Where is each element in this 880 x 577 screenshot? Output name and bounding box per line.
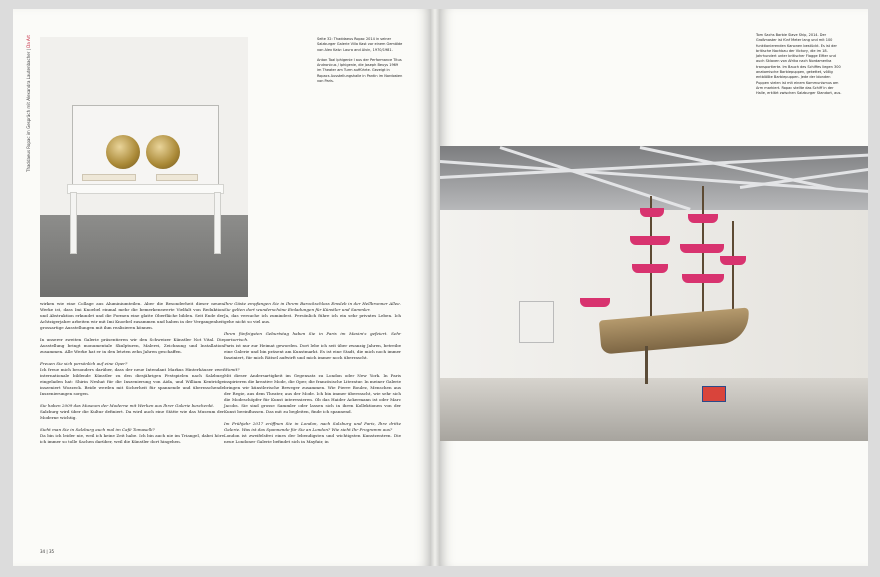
interview-question: Ihre Gäste empfangen Sie in Ihrem Barockschloss Emsleb in der Hellbrunner Allee. Sie gelten dort wunderschöne Einladungen für Künstler und Sammler. (224, 301, 401, 312)
interview-question: Freuen Sie sich persönlich auf eine Oper? (40, 361, 128, 366)
ship-stand (645, 346, 648, 384)
body-paragraph: Salzburg wird über die Kultur definiert. Da wird auch eine Stätte wie das Museum der Moderne wichtig. (40, 409, 224, 420)
pink-sail (640, 208, 664, 217)
paper-sheet (156, 174, 198, 181)
pedestal-leg (70, 192, 77, 254)
interview-question: Im Frühjahr 2017 eröffnen Sie in London, nach Salzburg und Paris, Ihre dritte Galerie. Was ist das Spannende für Sie an London? Wie sieht Ihr Programm aus? (224, 421, 401, 432)
ship-photo (440, 146, 868, 441)
interview-question: Ihren fünfzigsten Geburtstag haben Sie in Paris im Maxim's gefeiert. Sehr pariserisch. (224, 331, 401, 342)
right-caption: Tom Sachs Barbie Slave Ship, 2014. Der Großmaster ist fünf Meter lang und mit 100 funktionierenden Kanonen bestückt. Es ist der britische Nachbau der Victory, die im 18. Jahrhundert unter britischer Flagge Elfter und auch Sklaven von Afrika nach Nordamerika transportierte. Im Bauch des Schiffes liegen 300 anatomische Barbiepuppen, gekettet, völlig entblößte Barbiepuppen. Jede der blonden Puppen vielen ist mit einem Kommunismus am Arm markiert. Ropac stellte das Schiff in der Halle, erklärt zwischen Salzburger Standort, aus. (756, 33, 842, 96)
pink-sail (688, 214, 718, 223)
body-paragraph: Mit dieser Andersartigkeit im Gegensatz zu London oder New York. In Paris inspirieren die kreative Mode, die Oper, die französische Literatur. In meiner Galerie bringen wir künstlerische Beweger zusammen. Wie Pierre Boulez, Menschen aus der Regie, aus dem Theater, aus der Mode. Ich bin immer überrascht, wie sehr sich die Modeschöpfer für Kunst interessieren. Ob das Haider Ackermann ist oder Marc Jacobs. Sie sind grosse Sammler oder lassen sich in ihren Kollektionen von der Kunst beeinflussen. Das mit zu begleiten, finde ich spannend. (224, 373, 401, 414)
body-column-1 (40, 301, 224, 451)
body-paragraph: In unserer zweiten Galerie präsentieren wir den Schweizer Künstler Not Vital. Die Ausstellung bringt monumentale Skulpturen, Malerei, Zeichnung und Installation zusammen. Alle Werke hat er in den letzten zehn Jahren geschaffen. (40, 337, 224, 354)
running-head: Thaddaeus Ropac im Gespräch mit Alexandra Lautenbacher | Da Art (26, 35, 31, 172)
page-number: 34 | 35 (40, 549, 55, 554)
interview-question: Sie haben 2009 das Museum der Moderne mit Werken aus Ihrer Galerie beschenkt. (40, 403, 215, 408)
pink-sail (720, 256, 746, 265)
gallery-floor (440, 378, 868, 441)
pink-sail (680, 244, 724, 253)
pink-sail (580, 298, 610, 307)
interview-question: Womit? (224, 367, 240, 372)
paper-sheet (82, 174, 136, 181)
pink-sail (630, 236, 670, 245)
wall-artwork (519, 301, 554, 343)
cymbal-left (106, 135, 140, 169)
body-paragraph: wirken wie eine Collage aus Aluminiumteilen. Aber die Besonderheit dieser neuen Werke ist, dass Imi Knoebel einmal mehr die bemerkenswerte Vielfalt von Reduktion und Abstraktion erkundet und die Formen eine glatte Oberfläche bilden. Seit Ende der Achtzigerjahre arbeiten wir mit Imi Knoebel zusammen und haben in der Vergangenheit grossartige Ausstellungen mit ihm realisieren können. (40, 301, 224, 330)
ship-mast (732, 221, 734, 316)
interview-question: Sieht man Sie in Salzburg auch mal im Café Tomaselli? (40, 427, 155, 432)
body-paragraph: Da bin ich leider nie, weil ich keine Zeit habe. Ich bin auch nie im Triangel, dabei höre ich immer so tolle Sachen darüber, weil die Künstler dort hingehen. (40, 433, 224, 444)
pink-sail (682, 274, 724, 283)
left-page (13, 9, 430, 566)
body-paragraph: Ich freue mich besonders darüber, dass der neue Intendant Markus Hinterhäuser zwei internationale bildende Künstler zu den diesjährigen Festspielen nach Salzburg eingeladen hat: Shirin Neshat für die Inszenierung von Aida, und William Kentridge inszeniert Wozzeck. Beide werden mit Sicherheit für spannende und überraschende Inszenierungen sorgen. (40, 367, 224, 396)
cymbal-right (146, 135, 180, 169)
body-paragraph: London ist zweifelsfrei eines der lebendigsten und wichtigsten Kunstzentren. Die neue Londoner Galerie befindet sich in Mayfair, in (224, 433, 401, 444)
vitrine-photo (40, 37, 248, 297)
left-caption: Seite 32: Thaddaeus Ropac 2014 in seiner Salzburger Galerie Villa Kast vor einem Gemälde von Alex Katz: Laura and Alvin, 1970/1981. Anton Toal Iphigenie I aus der Performance Titus Andronicus / Iphigenie, die Joseph Beuys 1969 im Theater am Turm aufführte. Gezeigt in Ropacs Ausstellungshalle in Pantin im Nordosten von Paris. (317, 37, 403, 84)
body-column-2 (224, 301, 401, 451)
spine-gutter (430, 9, 440, 566)
ship-base (702, 386, 726, 402)
body-paragraph: Ja, das versuche ich zumindest. Persönlich führe ich ein sehr privates Leben. Ich gehe nicht so viel aus. (224, 313, 401, 324)
gallery-ceiling (440, 146, 868, 210)
right-page (440, 9, 868, 566)
body-paragraph: Paris ist nur zur Heimat geworden. Dort lebe ich seit über zwanzig Jahren, betreibe eine Galerie und bin präsent am Kunstmarkt. Es ist eine Stadt, die mich noch immer fasziniert, für mich Rätsel aufwirft und mich immer noch überrascht. (224, 343, 401, 360)
pedestal-leg (214, 192, 221, 254)
pink-sail (632, 264, 668, 273)
pedestal-top (67, 184, 224, 194)
